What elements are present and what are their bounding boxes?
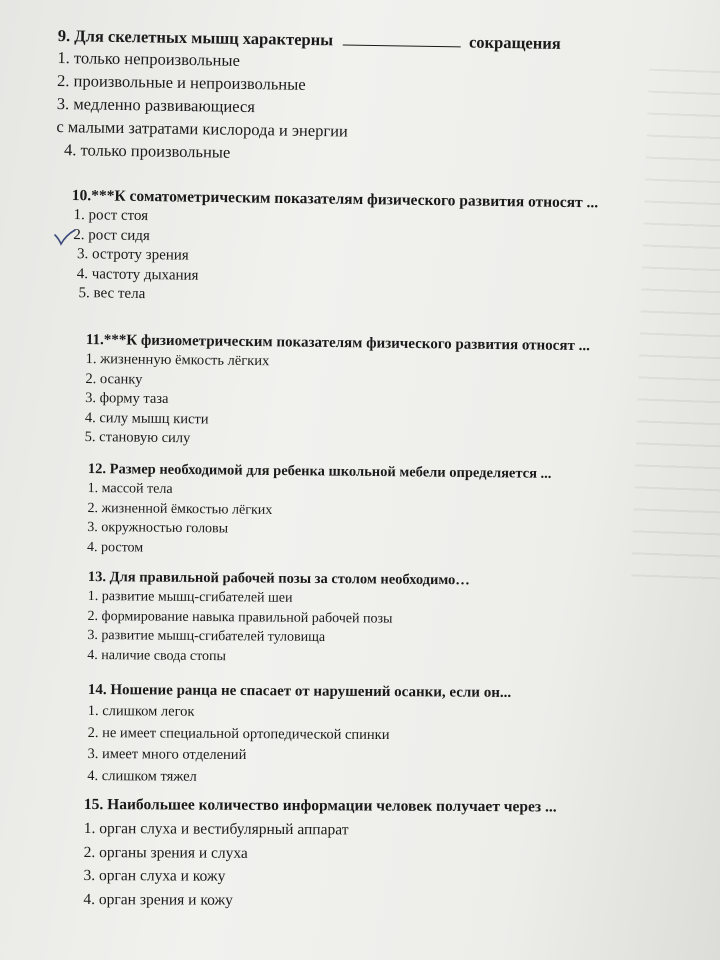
question-title-end: сокращения	[468, 32, 561, 53]
option: 5. становую силу	[84, 428, 191, 447]
question-10	[70, 186, 598, 311]
option: 3. медленно развивающиеся	[56, 93, 256, 117]
option: 4. наличие свода стопы	[87, 647, 227, 664]
question-15	[83, 793, 556, 913]
option: 3. окружностью головы	[87, 519, 229, 537]
question-title: 10.***К соматометрическим показателям физического развития относят ...	[71, 186, 599, 212]
option: 4. слишком тяжел	[87, 767, 197, 785]
question-9	[56, 26, 561, 169]
option: 2. рост сидя	[73, 226, 150, 244]
answer-blank	[343, 30, 461, 47]
option: 3. орган слуха и кожу	[83, 866, 226, 885]
question-title: 15. Наибольшее количество информации человек получает через ...	[83, 795, 557, 816]
option: 3. форму таза	[85, 389, 169, 408]
question-title-start: 9. Для скелетных мышц характерны	[57, 26, 334, 50]
question-title: 11.***К физиометрическим показателям физического развития относят ...	[85, 331, 590, 355]
option: 2. произвольные и непроизвольные	[56, 70, 306, 94]
option: 1. слишком легок	[87, 702, 195, 720]
option: 3. остроту зрения	[76, 246, 189, 264]
check-mark-icon	[53, 227, 77, 247]
option: 1. жизненную ёмкость лёгких	[85, 350, 270, 370]
question-11	[85, 330, 590, 454]
option: 2. жизненной ёмкостью лёгких	[87, 500, 273, 518]
option: 2. осанку	[85, 370, 143, 388]
option: 1. массой тела	[87, 480, 173, 497]
option: 3. имеет много отделений	[87, 745, 247, 764]
option: 1. рост стоя	[73, 207, 149, 225]
option: 1. только непроизвольные	[57, 47, 241, 70]
option: 4. частоту дыхания	[76, 265, 199, 284]
option: 5. вес тела	[78, 285, 146, 303]
option: 4. орган зрения и кожу	[83, 890, 233, 909]
option: 3. развитие мышц-сгибателей туловища	[87, 627, 326, 646]
option: 4. только произвольные	[63, 140, 231, 162]
question-title: 13. Для правильной рабочей позы за столом необходимо…	[87, 568, 470, 589]
option: 1. развитие мышц-сгибателей шеи	[87, 588, 293, 606]
question-title: 12. Размер необходимой для ребенка школьной мебели определяется ...	[87, 460, 552, 482]
option: 2. органы зрения и слуха	[83, 843, 248, 862]
option: 1. орган слуха и вестибулярный аппарат	[83, 819, 349, 839]
option: 2. формирование навыка правильной рабочей позы	[87, 608, 393, 627]
question-12	[87, 459, 552, 562]
bleed-through-shadow	[631, 69, 720, 592]
question-title: 14. Ношение ранца не спасает от нарушений осанки, если он...	[87, 681, 512, 701]
option: 4. силу мышц кисти	[84, 409, 209, 428]
question-14	[87, 679, 511, 790]
option: с малыми затратами кислорода и энергии	[56, 116, 349, 141]
option: 2. не имеет специальной ортопедической спинки	[87, 724, 390, 743]
question-13	[87, 567, 470, 668]
option: 4. ростом	[86, 539, 144, 556]
